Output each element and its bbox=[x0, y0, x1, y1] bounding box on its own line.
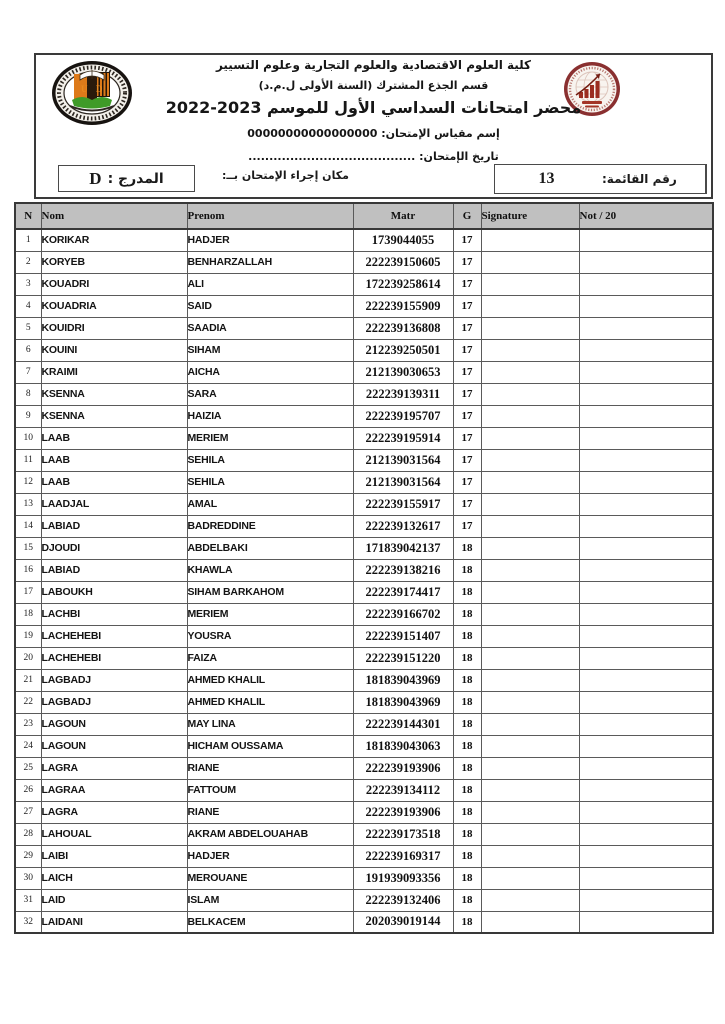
note-cell bbox=[579, 471, 713, 493]
nom-cell: LAGBADJ bbox=[41, 669, 187, 691]
note-cell bbox=[579, 669, 713, 691]
nom-cell: LACHEHEBI bbox=[41, 647, 187, 669]
table-row bbox=[15, 669, 713, 691]
note-cell bbox=[579, 801, 713, 823]
col-header-prenom: Prenom bbox=[187, 203, 353, 229]
prenom-cell: HADJER bbox=[187, 845, 353, 867]
prenom-cell: SARA bbox=[187, 383, 353, 405]
exam-date-line: تاريخ الإمتحان: ........................................ bbox=[248, 150, 499, 163]
col-header-matricule: Matr bbox=[353, 203, 453, 229]
row-number-cell: 28 bbox=[15, 823, 41, 845]
group-cell: 18 bbox=[453, 537, 481, 559]
note-cell bbox=[579, 405, 713, 427]
group-cell: 17 bbox=[453, 383, 481, 405]
col-header-signature: Signature bbox=[481, 203, 579, 229]
nom-cell: KOUIDRI bbox=[41, 317, 187, 339]
note-cell bbox=[579, 317, 713, 339]
row-number-cell: 29 bbox=[15, 845, 41, 867]
prenom-cell: FATTOUM bbox=[187, 779, 353, 801]
row-number-cell: 4 bbox=[15, 295, 41, 317]
matricule-cell: 222239144301 bbox=[353, 713, 453, 735]
prenom-cell: SEHILA bbox=[187, 471, 353, 493]
note-cell bbox=[579, 713, 713, 735]
nom-cell: KOUADRIA bbox=[41, 295, 187, 317]
nom-cell: KSENNA bbox=[41, 405, 187, 427]
note-cell bbox=[579, 757, 713, 779]
table-row bbox=[15, 713, 713, 735]
prenom-cell: FAIZA bbox=[187, 647, 353, 669]
col-header-group: G bbox=[453, 203, 481, 229]
list-number-value: 13 bbox=[538, 170, 555, 187]
group-cell: 17 bbox=[453, 449, 481, 471]
table-row bbox=[15, 581, 713, 603]
nom-cell: LAAB bbox=[41, 449, 187, 471]
group-cell: 18 bbox=[453, 801, 481, 823]
row-number-cell: 15 bbox=[15, 537, 41, 559]
group-cell: 18 bbox=[453, 779, 481, 801]
prenom-cell: AMAL bbox=[187, 493, 353, 515]
note-cell bbox=[579, 581, 713, 603]
prenom-cell: AHMED KHALIL bbox=[187, 669, 353, 691]
table-header-row bbox=[15, 203, 713, 229]
signature-cell bbox=[481, 537, 579, 559]
table-row bbox=[15, 537, 713, 559]
prenom-cell: MAY LINA bbox=[187, 713, 353, 735]
prenom-cell: SEHILA bbox=[187, 449, 353, 471]
nom-cell: KRAIMI bbox=[41, 361, 187, 383]
signature-cell bbox=[481, 339, 579, 361]
prenom-cell: BENHARZALLAH bbox=[187, 251, 353, 273]
matricule-cell: 181839043969 bbox=[353, 691, 453, 713]
row-number-cell: 10 bbox=[15, 427, 41, 449]
note-cell bbox=[579, 691, 713, 713]
note-cell bbox=[579, 823, 713, 845]
matricule-cell: 222239139311 bbox=[353, 383, 453, 405]
note-cell bbox=[579, 889, 713, 911]
nom-cell: LAGBADJ bbox=[41, 691, 187, 713]
row-number-cell: 6 bbox=[15, 339, 41, 361]
table-row bbox=[15, 911, 713, 933]
nom-cell: KOUADRI bbox=[41, 273, 187, 295]
nom-cell: KORYEB bbox=[41, 251, 187, 273]
row-number-cell: 27 bbox=[15, 801, 41, 823]
note-cell bbox=[579, 603, 713, 625]
row-number-cell: 30 bbox=[15, 867, 41, 889]
row-number-cell: 26 bbox=[15, 779, 41, 801]
matricule-cell: 222239150605 bbox=[353, 251, 453, 273]
signature-cell bbox=[481, 515, 579, 537]
signature-cell bbox=[481, 273, 579, 295]
note-cell bbox=[579, 735, 713, 757]
group-cell: 18 bbox=[453, 713, 481, 735]
prenom-cell: HAIZIA bbox=[187, 405, 353, 427]
nom-cell: LAIBI bbox=[41, 845, 187, 867]
signature-cell bbox=[481, 405, 579, 427]
table-row bbox=[15, 383, 713, 405]
matricule-cell: 1739044055 bbox=[353, 229, 453, 251]
row-number-cell: 20 bbox=[15, 647, 41, 669]
nom-cell: KOUINI bbox=[41, 339, 187, 361]
prenom-cell: SAID bbox=[187, 295, 353, 317]
matricule-cell: 181839043969 bbox=[353, 669, 453, 691]
prenom-cell: AKRAM ABDELOUAHAB bbox=[187, 823, 353, 845]
group-cell: 17 bbox=[453, 273, 481, 295]
note-cell bbox=[579, 273, 713, 295]
matricule-cell: 222239134112 bbox=[353, 779, 453, 801]
group-cell: 18 bbox=[453, 735, 481, 757]
nom-cell: LAADJAL bbox=[41, 493, 187, 515]
nom-cell: LABIAD bbox=[41, 559, 187, 581]
col-header-note: Not / 20 bbox=[579, 203, 713, 229]
group-cell: 18 bbox=[453, 845, 481, 867]
matricule-cell: 222239193906 bbox=[353, 757, 453, 779]
prenom-cell: MERIEM bbox=[187, 427, 353, 449]
group-cell: 17 bbox=[453, 405, 481, 427]
table-row bbox=[15, 559, 713, 581]
table-row bbox=[15, 251, 713, 273]
matricule-cell: 212239250501 bbox=[353, 339, 453, 361]
row-number-cell: 5 bbox=[15, 317, 41, 339]
nom-cell: LABOUKH bbox=[41, 581, 187, 603]
note-cell bbox=[579, 383, 713, 405]
prenom-cell: RIANE bbox=[187, 801, 353, 823]
signature-cell bbox=[481, 823, 579, 845]
nom-cell: LAGRA bbox=[41, 757, 187, 779]
attendance-table bbox=[14, 202, 714, 934]
note-cell bbox=[579, 295, 713, 317]
signature-cell bbox=[481, 691, 579, 713]
signature-cell bbox=[481, 317, 579, 339]
table-row bbox=[15, 427, 713, 449]
table-row bbox=[15, 735, 713, 757]
matricule-cell: 222239151220 bbox=[353, 647, 453, 669]
prenom-cell: KHAWLA bbox=[187, 559, 353, 581]
nom-cell: LAGRAA bbox=[41, 779, 187, 801]
row-number-cell: 13 bbox=[15, 493, 41, 515]
matricule-cell: 171839042137 bbox=[353, 537, 453, 559]
note-cell bbox=[579, 339, 713, 361]
matricule-cell: 212139030653 bbox=[353, 361, 453, 383]
group-cell: 17 bbox=[453, 229, 481, 251]
note-cell bbox=[579, 647, 713, 669]
matricule-cell: 202039019144 bbox=[353, 911, 453, 933]
row-number-cell: 2 bbox=[15, 251, 41, 273]
group-cell: 18 bbox=[453, 867, 481, 889]
matricule-cell: 222239132617 bbox=[353, 515, 453, 537]
row-number-cell: 12 bbox=[15, 471, 41, 493]
signature-cell bbox=[481, 361, 579, 383]
signature-cell bbox=[481, 493, 579, 515]
note-cell bbox=[579, 911, 713, 933]
signature-cell bbox=[481, 845, 579, 867]
group-cell: 17 bbox=[453, 317, 481, 339]
document-header-box bbox=[34, 53, 713, 199]
row-number-cell: 9 bbox=[15, 405, 41, 427]
group-cell: 18 bbox=[453, 911, 481, 933]
row-number-cell: 32 bbox=[15, 911, 41, 933]
group-cell: 17 bbox=[453, 427, 481, 449]
table-row bbox=[15, 515, 713, 537]
row-number-cell: 11 bbox=[15, 449, 41, 471]
note-cell bbox=[579, 537, 713, 559]
group-cell: 18 bbox=[453, 559, 481, 581]
group-cell: 18 bbox=[453, 625, 481, 647]
matricule-cell: 222239195707 bbox=[353, 405, 453, 427]
row-number-cell: 24 bbox=[15, 735, 41, 757]
nom-cell: LAAB bbox=[41, 471, 187, 493]
note-cell bbox=[579, 449, 713, 471]
exam-location-label: مكان إجراء الإمتحان بــ: bbox=[222, 169, 349, 182]
table-row bbox=[15, 493, 713, 515]
note-cell bbox=[579, 559, 713, 581]
signature-cell bbox=[481, 713, 579, 735]
nom-cell: LAICH bbox=[41, 867, 187, 889]
matricule-cell: 212139031564 bbox=[353, 471, 453, 493]
module-name-line: إسم مقياس الإمتحان: 00000000000000000 bbox=[247, 127, 500, 140]
signature-cell bbox=[481, 603, 579, 625]
table-row bbox=[15, 361, 713, 383]
table-row bbox=[15, 801, 713, 823]
amphitheater-box bbox=[58, 165, 195, 192]
matricule-cell: 222239136808 bbox=[353, 317, 453, 339]
signature-cell bbox=[481, 559, 579, 581]
nom-cell: DJOUDI bbox=[41, 537, 187, 559]
group-cell: 17 bbox=[453, 493, 481, 515]
document-title: محضر امتحانات السداسي الأول للموسم 2023-2022 bbox=[165, 98, 582, 117]
amphitheater-label: المدرج : bbox=[107, 170, 164, 187]
nom-cell: KSENNA bbox=[41, 383, 187, 405]
note-cell bbox=[579, 779, 713, 801]
note-cell bbox=[579, 625, 713, 647]
signature-cell bbox=[481, 625, 579, 647]
prenom-cell: HICHAM OUSSAMA bbox=[187, 735, 353, 757]
matricule-cell: 222239166702 bbox=[353, 603, 453, 625]
table-row bbox=[15, 449, 713, 471]
table-row bbox=[15, 889, 713, 911]
group-cell: 17 bbox=[453, 361, 481, 383]
row-number-cell: 8 bbox=[15, 383, 41, 405]
nom-cell: LACHEHEBI bbox=[41, 625, 187, 647]
nom-cell: LAGRA bbox=[41, 801, 187, 823]
prenom-cell: SIHAM bbox=[187, 339, 353, 361]
table-row bbox=[15, 757, 713, 779]
col-header-n: N bbox=[15, 203, 41, 229]
row-number-cell: 23 bbox=[15, 713, 41, 735]
group-cell: 18 bbox=[453, 757, 481, 779]
table-row bbox=[15, 779, 713, 801]
row-number-cell: 31 bbox=[15, 889, 41, 911]
note-cell bbox=[579, 427, 713, 449]
signature-cell bbox=[481, 427, 579, 449]
signature-cell bbox=[481, 251, 579, 273]
group-cell: 17 bbox=[453, 515, 481, 537]
row-number-cell: 3 bbox=[15, 273, 41, 295]
table-row bbox=[15, 229, 713, 251]
table-row bbox=[15, 647, 713, 669]
row-number-cell: 25 bbox=[15, 757, 41, 779]
nom-cell: LAHOUAL bbox=[41, 823, 187, 845]
row-number-cell: 16 bbox=[15, 559, 41, 581]
matricule-cell: 191939093356 bbox=[353, 867, 453, 889]
signature-cell bbox=[481, 383, 579, 405]
nom-cell: LAIDANI bbox=[41, 911, 187, 933]
signature-cell bbox=[481, 735, 579, 757]
signature-cell bbox=[481, 295, 579, 317]
table-row bbox=[15, 867, 713, 889]
matricule-cell: 222239138216 bbox=[353, 559, 453, 581]
table-row bbox=[15, 845, 713, 867]
group-cell: 17 bbox=[453, 339, 481, 361]
signature-cell bbox=[481, 889, 579, 911]
list-number-label: رقم القائمة: bbox=[598, 165, 706, 193]
group-cell: 17 bbox=[453, 295, 481, 317]
prenom-cell: SAADIA bbox=[187, 317, 353, 339]
matricule-cell: 212139031564 bbox=[353, 449, 453, 471]
matricule-cell: 181839043063 bbox=[353, 735, 453, 757]
svg-text:D: D bbox=[96, 84, 103, 94]
list-number-box bbox=[494, 164, 707, 194]
matricule-cell: 222239132406 bbox=[353, 889, 453, 911]
signature-cell bbox=[481, 801, 579, 823]
prenom-cell: BADREDDINE bbox=[187, 515, 353, 537]
nom-cell: LAAB bbox=[41, 427, 187, 449]
matricule-cell: 222239155909 bbox=[353, 295, 453, 317]
table-row bbox=[15, 603, 713, 625]
matricule-cell: 222239174417 bbox=[353, 581, 453, 603]
signature-cell bbox=[481, 471, 579, 493]
signature-cell bbox=[481, 229, 579, 251]
note-cell bbox=[579, 361, 713, 383]
group-cell: 18 bbox=[453, 823, 481, 845]
table-row bbox=[15, 691, 713, 713]
group-cell: 18 bbox=[453, 669, 481, 691]
prenom-cell: ABDELBAKI bbox=[187, 537, 353, 559]
signature-cell bbox=[481, 449, 579, 471]
table-row bbox=[15, 317, 713, 339]
note-cell bbox=[579, 867, 713, 889]
prenom-cell: HADJER bbox=[187, 229, 353, 251]
faculty-name: كلية العلوم الاقتصادية والعلوم التجارية وعلوم التسيير bbox=[215, 58, 532, 72]
signature-cell bbox=[481, 779, 579, 801]
row-number-cell: 17 bbox=[15, 581, 41, 603]
row-number-cell: 19 bbox=[15, 625, 41, 647]
note-cell bbox=[579, 493, 713, 515]
matricule-cell: 222239169317 bbox=[353, 845, 453, 867]
table-row bbox=[15, 405, 713, 427]
signature-cell bbox=[481, 669, 579, 691]
prenom-cell: ISLAM bbox=[187, 889, 353, 911]
nom-cell: LABIAD bbox=[41, 515, 187, 537]
table-row bbox=[15, 823, 713, 845]
note-cell bbox=[579, 845, 713, 867]
row-number-cell: 18 bbox=[15, 603, 41, 625]
prenom-cell: AHMED KHALIL bbox=[187, 691, 353, 713]
table-row bbox=[15, 295, 713, 317]
signature-cell bbox=[481, 757, 579, 779]
department-name: قسم الجذع المشترك (السنة الأولى ل.م.د) bbox=[258, 79, 489, 92]
note-cell bbox=[579, 251, 713, 273]
matricule-cell: 172239258614 bbox=[353, 273, 453, 295]
note-cell bbox=[579, 229, 713, 251]
group-cell: 18 bbox=[453, 647, 481, 669]
table-row bbox=[15, 339, 713, 361]
nom-cell: LAGOUN bbox=[41, 735, 187, 757]
matricule-cell: 222239155917 bbox=[353, 493, 453, 515]
note-cell bbox=[579, 515, 713, 537]
matricule-cell: 222239151407 bbox=[353, 625, 453, 647]
group-cell: 18 bbox=[453, 691, 481, 713]
group-cell: 17 bbox=[453, 471, 481, 493]
group-cell: 18 bbox=[453, 581, 481, 603]
prenom-cell: AICHA bbox=[187, 361, 353, 383]
matricule-cell: 222239173518 bbox=[353, 823, 453, 845]
nom-cell: LAGOUN bbox=[41, 713, 187, 735]
table-row bbox=[15, 273, 713, 295]
nom-cell: KORIKAR bbox=[41, 229, 187, 251]
matricule-cell: 222239193906 bbox=[353, 801, 453, 823]
prenom-cell: BELKACEM bbox=[187, 911, 353, 933]
group-cell: 18 bbox=[453, 889, 481, 911]
row-number-cell: 7 bbox=[15, 361, 41, 383]
prenom-cell: ALI bbox=[187, 273, 353, 295]
prenom-cell: MEROUANE bbox=[187, 867, 353, 889]
col-header-nom: Nom bbox=[41, 203, 187, 229]
nom-cell: LAID bbox=[41, 889, 187, 911]
row-number-cell: 1 bbox=[15, 229, 41, 251]
row-number-cell: 21 bbox=[15, 669, 41, 691]
prenom-cell: MERIEM bbox=[187, 603, 353, 625]
row-number-cell: 14 bbox=[15, 515, 41, 537]
prenom-cell: RIANE bbox=[187, 757, 353, 779]
signature-cell bbox=[481, 581, 579, 603]
matricule-cell: 222239195914 bbox=[353, 427, 453, 449]
group-cell: 18 bbox=[453, 603, 481, 625]
table-row bbox=[15, 625, 713, 647]
nom-cell: LACHBI bbox=[41, 603, 187, 625]
prenom-cell: SIHAM BARKAHOM bbox=[187, 581, 353, 603]
row-number-cell: 22 bbox=[15, 691, 41, 713]
signature-cell bbox=[481, 647, 579, 669]
prenom-cell: YOUSRA bbox=[187, 625, 353, 647]
signature-cell bbox=[481, 911, 579, 933]
signature-cell bbox=[481, 867, 579, 889]
svg-text:U: U bbox=[81, 84, 88, 94]
table-row bbox=[15, 471, 713, 493]
amphitheater-value: D bbox=[89, 168, 102, 188]
group-cell: 17 bbox=[453, 251, 481, 273]
